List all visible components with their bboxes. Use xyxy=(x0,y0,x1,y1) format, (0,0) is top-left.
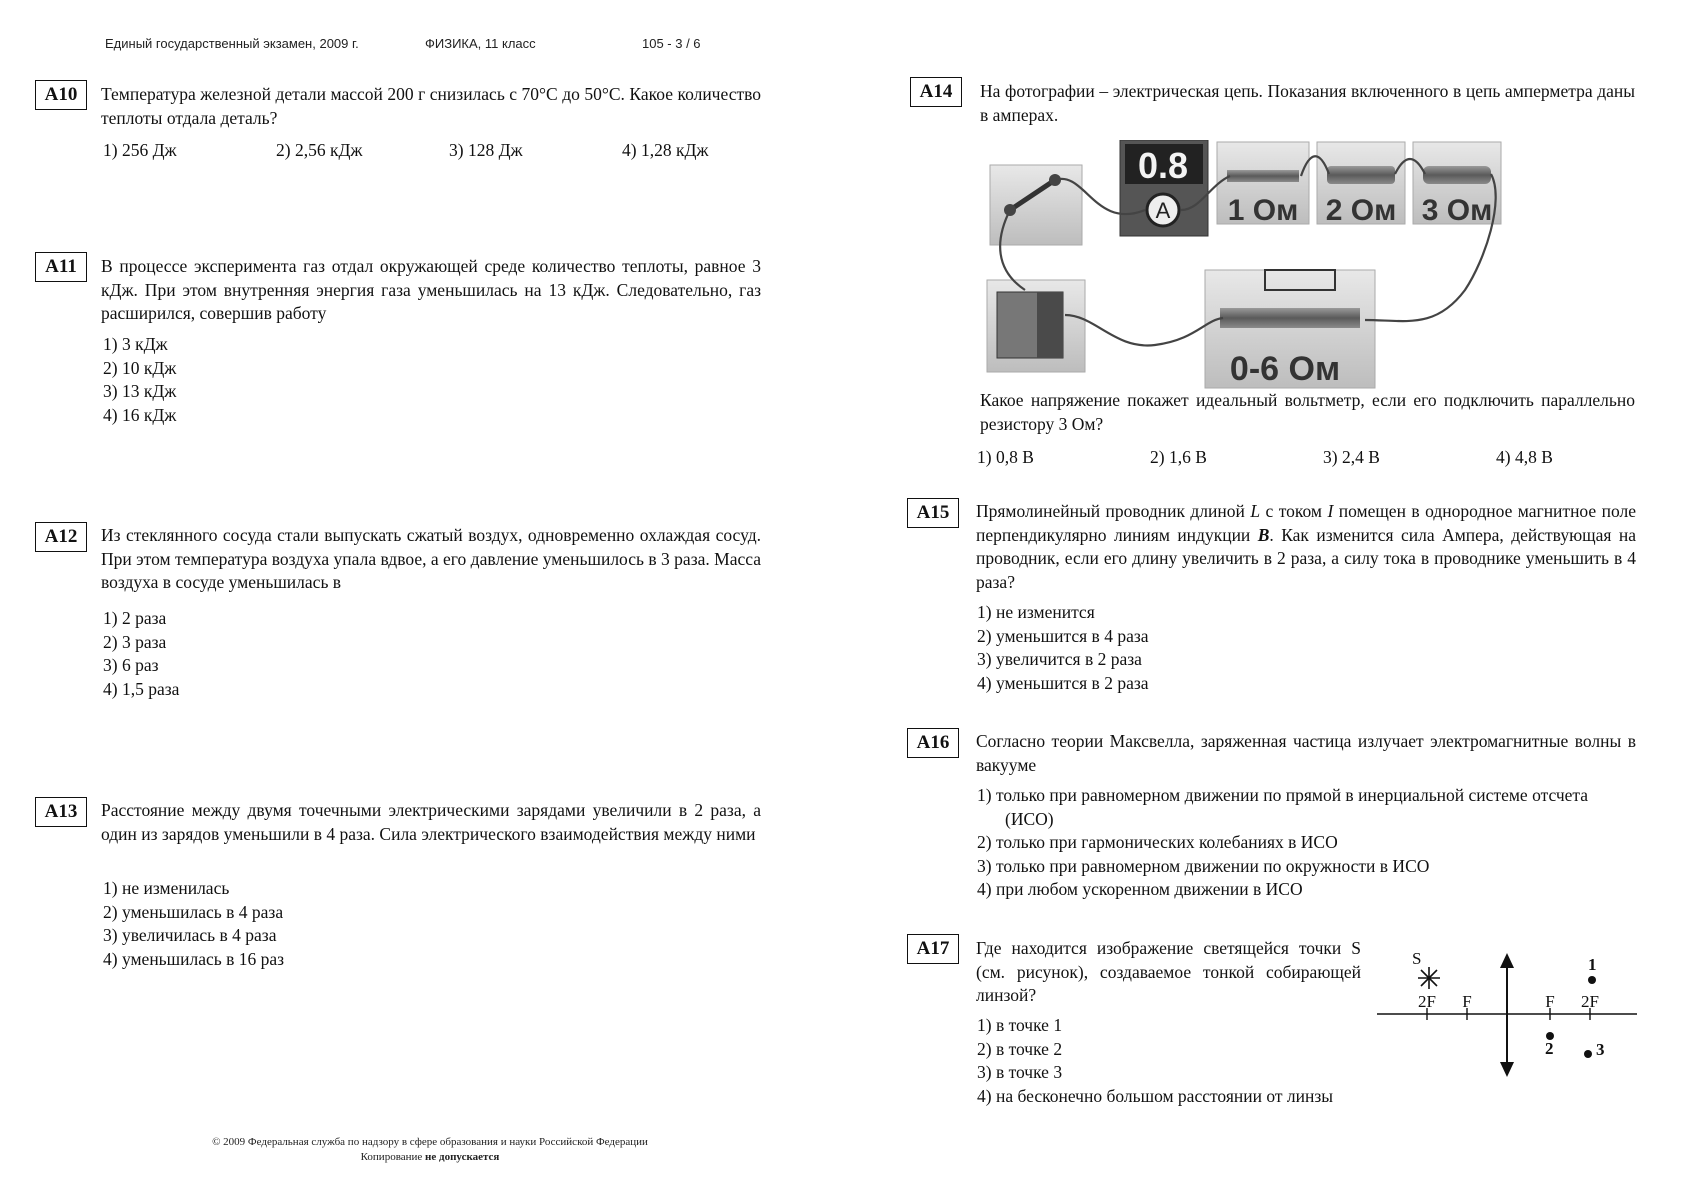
lens-icon xyxy=(1500,953,1514,1077)
ammeter-symbol: A xyxy=(1155,198,1171,223)
question-id: A12 xyxy=(35,522,87,552)
rheostat xyxy=(1205,270,1375,388)
point-1-dot xyxy=(1588,976,1596,984)
answer-option: 1) в точке 1 xyxy=(977,1015,1063,1035)
label-point-2: 2 xyxy=(1545,1039,1554,1058)
label-point-3: 3 xyxy=(1596,1040,1605,1059)
answer-option: 3) увеличилась в 4 раза xyxy=(103,925,277,945)
answer-option: 3) 6 раз xyxy=(103,655,159,675)
answer-option: 1) не изменится xyxy=(977,602,1095,622)
question-text: Где находится изображение светящейся точки S (см. рисунок), создаваемое тонкой собирающей линзой? xyxy=(976,938,1361,1005)
answer-option: 2) 1,6 В xyxy=(1150,447,1207,467)
answer-option: 3) 13 кДж xyxy=(103,381,177,401)
question-id: A16 xyxy=(907,728,959,758)
answer-list xyxy=(103,333,176,427)
answer-option: 2) только при гармонических колебаниях в ИСО xyxy=(977,832,1338,852)
answer-option: 2) в точке 2 xyxy=(977,1038,1063,1059)
circuit-photo-drawing xyxy=(985,140,1530,390)
header-subject: ФИЗИКА, 11 класс xyxy=(425,36,536,51)
answer-option: 1) 2 раза xyxy=(103,608,167,628)
ammeter xyxy=(1120,140,1208,236)
label-f-left: F xyxy=(1462,992,1472,1011)
answer-option: 1) не изменилась xyxy=(103,878,230,898)
answer-list xyxy=(977,784,1605,902)
switch xyxy=(990,165,1082,245)
answer-option: 2) 10 кДж xyxy=(103,357,177,378)
label-2f-left: 2F xyxy=(1418,992,1436,1011)
footer-copy-notice: Копирование не допускается xyxy=(360,1151,500,1163)
answer-option: 2) 3 раза xyxy=(103,631,167,652)
answer-option: 3) 128 Дж xyxy=(449,140,523,160)
resistor-label: 2 Ом xyxy=(1325,194,1397,227)
question-id: A15 xyxy=(907,498,959,528)
lens-diagram-drawing xyxy=(1372,945,1642,1085)
answer-option: 4) 1,5 раза xyxy=(103,678,180,699)
answer-option: 2) 2,56 кДж xyxy=(276,140,363,160)
question-text: Расстояние между двумя точечными электрическими зарядами увеличили в 2 раза, а один из зарядов уменьшили в 4 раза. Сила электрического взаимодействия между ними xyxy=(101,800,761,844)
answer-option: 3) увеличится в 2 раза xyxy=(977,649,1142,669)
question-text: На фотографии – электрическая цепь. Показания включенного в цепь амперметра даны в амперах. xyxy=(980,81,1635,125)
label-f-right: F xyxy=(1545,992,1555,1011)
answer-option: 3) в точке 3 xyxy=(977,1062,1063,1082)
answer-list xyxy=(977,601,1149,695)
answer-option: 4) 16 кДж xyxy=(103,404,177,425)
light-source-icon xyxy=(1418,967,1440,989)
answer-list xyxy=(977,1014,1333,1108)
battery xyxy=(987,280,1085,372)
question-text: В процессе эксперимента газ отдал окружающей среде количество теплоты, равное 3 кДж. При этом внутренняя энергия газа уменьшилась на 13 кДж. Следовательно, газ расширился, совершив работу xyxy=(101,256,761,323)
answer-option: 4) 1,28 кДж xyxy=(622,140,709,160)
answer-option: 3) 2,4 В xyxy=(1323,447,1380,467)
resistor-3-ohm xyxy=(1413,142,1501,227)
question-text: Какое напряжение покажет идеальный вольтметр, если его подключить параллельно резистору 3 Ом? xyxy=(980,390,1635,434)
answer-option: 4) 4,8 В xyxy=(1496,447,1553,467)
question-text: Из стеклянного сосуда стали выпускать сжатый воздух, одновременно охлаждая сосуд. При этом температура воздуха упала вдвое, а его давление уменьшилось в 3 раза. Масса воздуха в сосуде уменьшилась в xyxy=(101,525,761,592)
footer-copyright: © 2009 Федеральная служба по надзору в сфере образования и науки Российской Федерации xyxy=(212,1136,648,1148)
answer-list xyxy=(103,877,284,971)
header-exam: Единый государственный экзамен, 2009 г. xyxy=(105,36,359,51)
answer-option: 2) уменьшится в 4 раза xyxy=(977,625,1149,646)
question-id: A13 xyxy=(35,797,87,827)
circuit-photo xyxy=(985,140,1530,390)
answer-option: 3) только при равномерном движении по окружности в ИСО xyxy=(977,855,1430,876)
resistor-label: 3 Ом xyxy=(1421,194,1493,227)
answer-option: 1) 3 кДж xyxy=(103,334,168,354)
question-id: A10 xyxy=(35,80,87,110)
ammeter-reading: 0.8 xyxy=(1137,145,1189,186)
answer-option: 1) 256 Дж xyxy=(103,140,177,160)
answer-option: 4) на бесконечно большом расстоянии от линзы xyxy=(977,1085,1334,1106)
answer-option: 4) уменьшилась в 16 раз xyxy=(103,948,285,969)
label-2f-right: 2F xyxy=(1581,992,1599,1011)
question-id: A17 xyxy=(907,934,959,964)
question-text: Согласно теории Максвелла, заряженная частица излучает электромагнитные волны в вакууме xyxy=(976,731,1636,775)
answer-option: 4) при любом ускоренном движении в ИСО xyxy=(977,879,1303,899)
lens-diagram xyxy=(1372,945,1642,1085)
question-id: A14 xyxy=(910,77,962,107)
answer-option: 4) уменьшится в 2 раза xyxy=(977,672,1149,693)
question-text: Температура железной детали массой 200 г снизилась с 70°С до 50°С. Какое количество теплоты отдала деталь? xyxy=(101,84,761,128)
footer xyxy=(160,1135,700,1165)
resistor-1-ohm xyxy=(1217,142,1309,227)
label-source: S xyxy=(1412,949,1422,968)
question-id: A11 xyxy=(35,252,87,282)
label-point-1: 1 xyxy=(1588,955,1597,974)
resistor-2-ohm xyxy=(1317,142,1405,227)
question-text: Прямолинейный проводник длиной L с током I помещен в однородное магнитное поле перпендикулярно линиям индукции B. Как изменится сила Ампера, действующая на проводник, если его длину увеличить в 2 раза, а силу тока в проводнике уменьшить в 4 раза? xyxy=(976,501,1636,592)
rheostat-label: 0-6 Ом xyxy=(1229,350,1341,388)
answer-option: 2) уменьшилась в 4 раза xyxy=(103,901,284,922)
point-3-dot xyxy=(1584,1050,1592,1058)
answer-option: 1) только при равномерном движении по прямой в инерциальной системе отсчета (ИСО) xyxy=(977,785,1589,829)
header-page: 105 - 3 / 6 xyxy=(642,36,701,51)
answer-option: 1) 0,8 В xyxy=(977,447,1034,467)
answer-list xyxy=(103,607,179,701)
resistor-label: 1 Ом xyxy=(1227,194,1299,227)
